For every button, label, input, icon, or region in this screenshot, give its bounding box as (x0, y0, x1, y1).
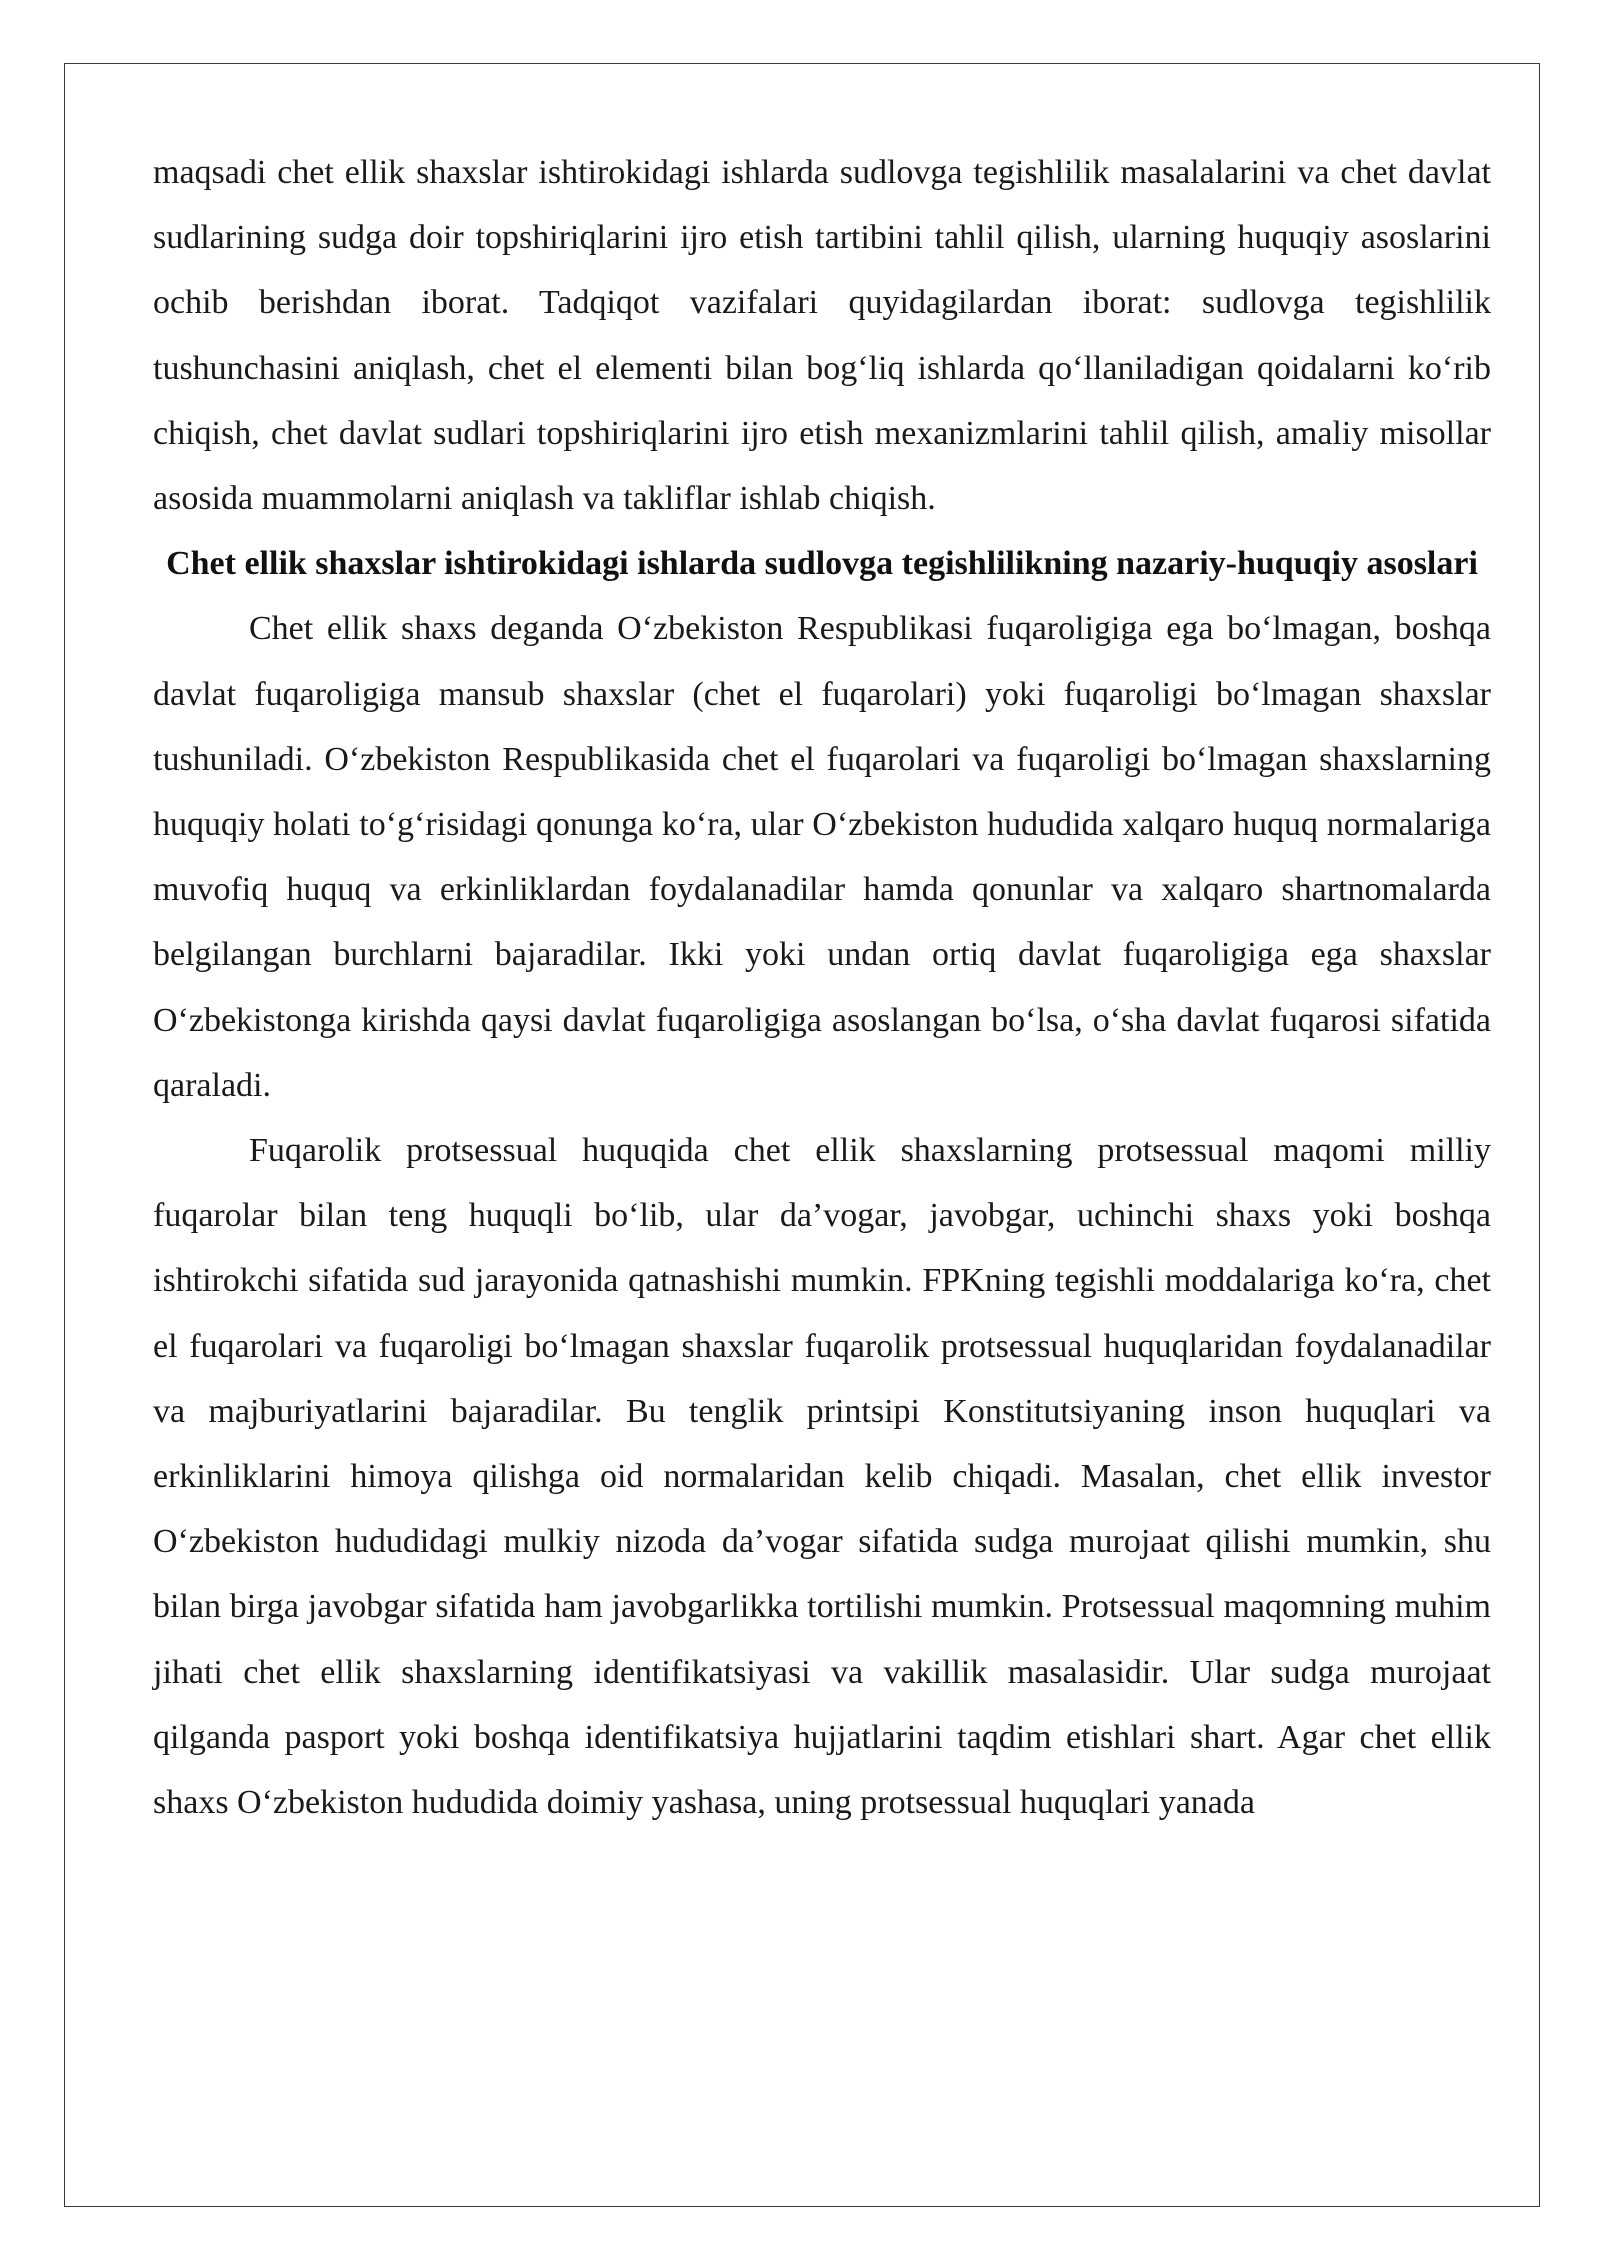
document-body (153, 140, 1491, 1835)
paragraph-intro-continuation: maqsadi chet ellik shaxslar ishtirokidagi ishlarda sudlovga tegishlilik masalalarini va chet davlat sudlarining sudga doir topshiriqlarini ijro etish tartibini tahlil qilish, ularning huquqiy asoslarini ochib berishdan iborat. Tadqiqot vazifalari quyidagilardan iborat: sudlovga tegishlilik tushunchasini aniqlash, chet el elementi bilan bog‘liq ishlarda qo‘llaniladigan qoidalarni ko‘rib chiqish, chet davlat sudlari topshiriqlarini ijro etish mexanizmlarini tahlil qilish, amaliy misollar asosida muammolarni aniqlash va takliflar ishlab chiqish. (153, 154, 1491, 518)
section-heading: Chet ellik shaxslar ishtirokidagi ishlarda sudlovga tegishlilikning nazariy-huquqiy asoslari (166, 545, 1478, 583)
paragraph-procedural-status: Fuqarolik protsessual huquqida chet ellik shaxslarning protsessual maqomi milliy fuqarolar bilan teng huquqli bo‘lib, ular da’vogar, javobgar, uchinchi shaxs yoki boshqa ishtirokchi sifatida sud jarayonida qatnashishi mumkin. FPKning tegishli moddalariga ko‘ra, chet el fuqarolari va fuqaroligi bo‘lmagan shaxslar fuqarolik protsessual huquqlaridan foydalanadilar va majburiyatlarini bajaradilar. Bu tenglik printsipi Konstitutsiyaning inson huquqlari va erkinliklarini himoya qilishga oid normalaridan kelib chiqadi. Masalan, chet ellik investor O‘zbekiston hududidagi mulkiy nizoda da’vogar sifatida sudga murojaat qilishi mumkin, shu bilan birga javobgar sifatida ham javobgarlikka tortilishi mumkin. Protsessual maqomning muhim jihati chet ellik shaxslarning identifikatsiyasi va vakillik masalasidir. Ular sudga murojaat qilganda pasport yoki boshqa identifikatsiya hujjatlarini taqdim etishlari shart. Agar chet ellik shaxs O‘zbekiston hududida doimiy yashasa, uning protsessual huquqlari yanada (153, 1132, 1491, 1822)
paragraph-foreign-person-definition: Chet ellik shaxs deganda O‘zbekiston Respublikasi fuqaroligiga ega bo‘lmagan, boshqa davlat fuqaroligiga mansub shaxslar (chet el fuqarolari) yoki fuqaroligi bo‘lmagan shaxslar tushuniladi. O‘zbekiston Respublikasida chet el fuqarolari va fuqaroligi bo‘lmagan shaxslarning huquqiy holati to‘g‘risidagi qonunga ko‘ra, ular O‘zbekiston hududida xalqaro huquq normalariga muvofiq huquq va erkinliklardan foydalanadilar hamda qonunlar va xalqaro shartnomalarda belgilangan burchlarni bajaradilar. Ikki yoki undan ortiq davlat fuqaroligiga ega shaxslar O‘zbekistonga kirishda qaysi davlat fuqaroligiga asoslangan bo‘lsa, o‘sha davlat fuqarosi sifatida qaraladi. (153, 610, 1491, 1104)
